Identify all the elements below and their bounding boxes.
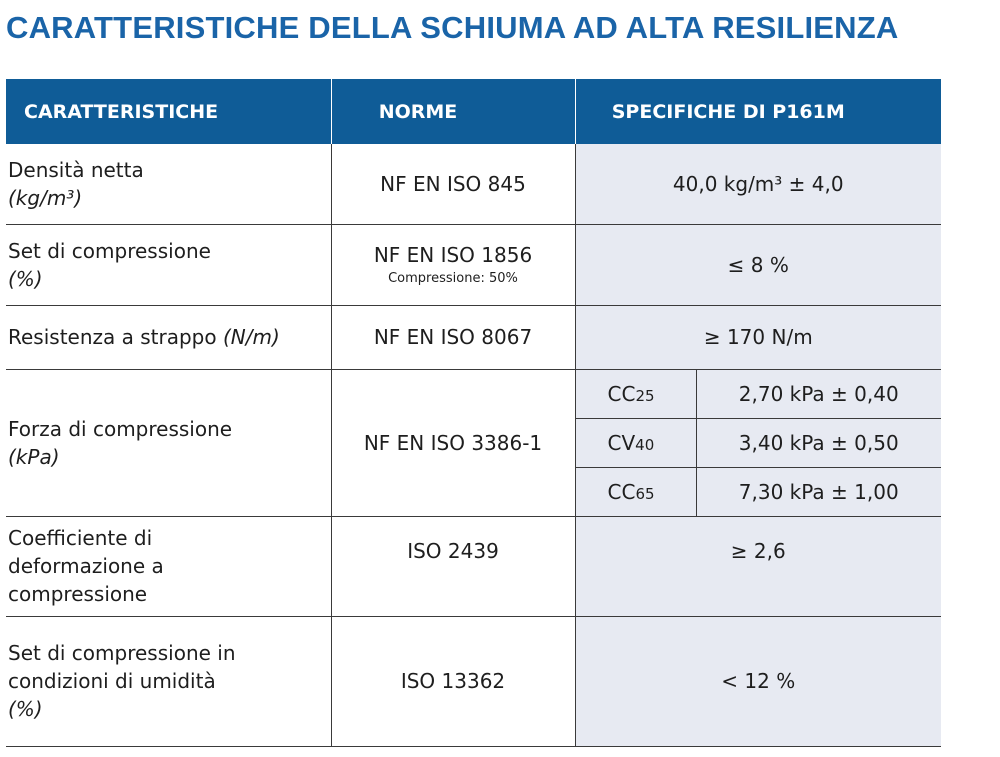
- foam-spec-table: [6, 79, 941, 747]
- row-value: ≤ 8 %: [575, 224, 941, 305]
- row-label: Densità netta: [8, 157, 144, 182]
- table-row: [6, 369, 941, 418]
- page-title: CARATTERISTICHE DELLA SCHIUMA AD ALTA RESILIENZA: [6, 10, 899, 45]
- row-label-cell: [6, 369, 331, 516]
- row-standard-cell: [331, 224, 575, 305]
- row-label-cell: [6, 516, 331, 616]
- row-standard: NF EN ISO 1856: [373, 243, 533, 267]
- table-row: [6, 224, 941, 305]
- row-value: ≥ 2,6: [575, 516, 941, 616]
- row-standard: NF EN ISO 8067: [331, 305, 575, 369]
- subrow-code: CC25: [575, 369, 696, 418]
- header-characteristics: CARATTERISTICHE: [6, 79, 331, 144]
- table-row: [6, 616, 941, 746]
- row-label-cell: [6, 224, 331, 305]
- row-value: 40,0 kg/m³ ± 4,0: [575, 144, 941, 224]
- row-label: Set di compressione in condizioni di umidità: [8, 641, 236, 693]
- row-label: Set di compressione: [8, 238, 211, 263]
- row-label: Coefficiente di deformazione a compressione: [8, 526, 164, 606]
- row-unit: (%): [8, 266, 43, 291]
- row-standard: ISO 13362: [331, 616, 575, 746]
- row-standard: ISO 2439: [331, 516, 575, 616]
- subrow-value: 7,30 kPa ± 1,00: [696, 467, 941, 516]
- subrow-value: 2,70 kPa ± 0,40: [696, 369, 941, 418]
- subrow-code: CV40: [575, 418, 696, 467]
- row-label-cell: [6, 616, 331, 746]
- row-label: Resistenza a strappo: [8, 325, 217, 349]
- header-standards: NORME: [331, 79, 575, 144]
- subrow-code: CC65: [575, 467, 696, 516]
- row-standard: NF EN ISO 845: [331, 144, 575, 224]
- table-row: [6, 305, 941, 369]
- table-row: [6, 516, 941, 616]
- row-unit: (kg/m³): [8, 185, 83, 210]
- row-unit: (%): [8, 697, 43, 721]
- row-value: < 12 %: [575, 616, 941, 746]
- row-unit: (kPa): [8, 444, 60, 469]
- row-label-cell: [6, 305, 331, 369]
- row-label: Forza di compressione: [8, 416, 233, 441]
- row-standard-note: Compressione: 50%: [388, 271, 518, 286]
- table-row: [6, 144, 941, 224]
- row-label-cell: [6, 144, 331, 224]
- row-value: ≥ 170 N/m: [575, 305, 941, 369]
- header-specs: SPECIFICHE DI P161M: [575, 79, 941, 144]
- row-unit: (N/m): [222, 325, 280, 349]
- subrow-value: 3,40 kPa ± 0,50: [696, 418, 941, 467]
- row-standard: NF EN ISO 3386-1: [331, 369, 575, 516]
- table-header-row: [6, 79, 941, 144]
